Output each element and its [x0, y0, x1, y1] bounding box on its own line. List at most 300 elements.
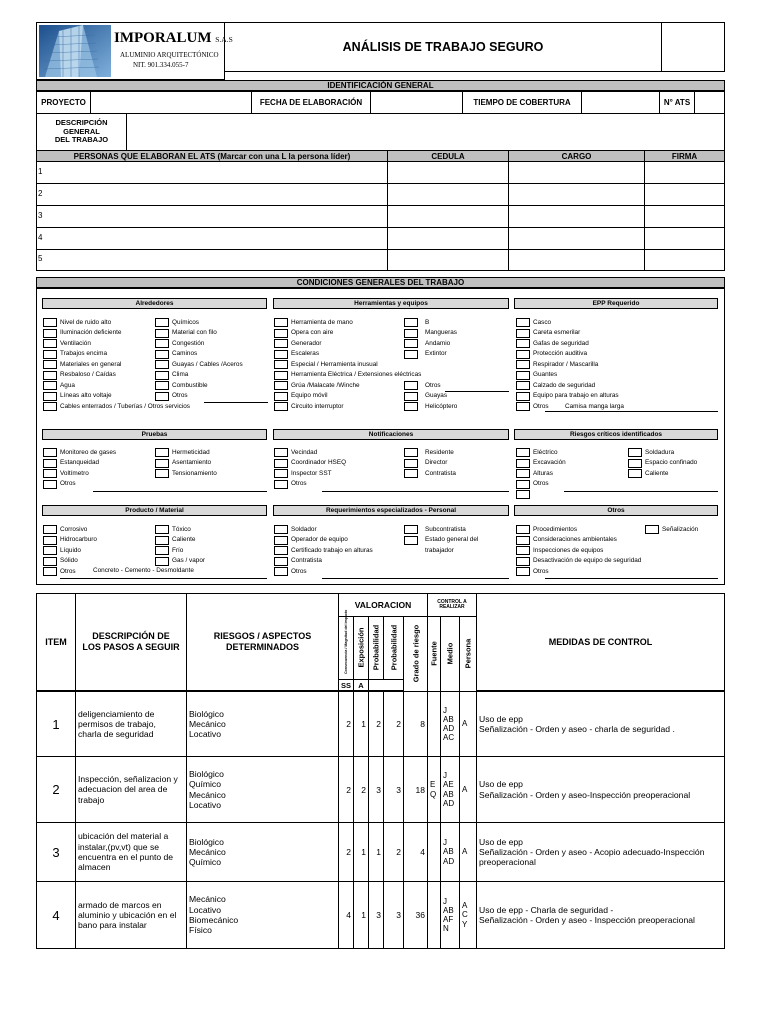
ss-header	[338, 679, 354, 691]
herramientas-checkbox[interactable]	[274, 350, 288, 359]
herramientas-option: Grúa /Malacate /Winche	[291, 381, 360, 389]
alrededores-option: Resbaloso / Caídas	[60, 371, 116, 378]
pruebas-checkbox[interactable]	[43, 448, 57, 457]
probabilidad-header	[368, 616, 384, 680]
alrededores-checkbox[interactable]	[155, 339, 169, 348]
riesgo-line: Biológico	[189, 768, 224, 779]
riesgo-line: Locativo	[189, 799, 222, 810]
medida-line: Señalización - Orden y aseo - Acopio adecuado-Inspección	[479, 846, 705, 857]
pruebas-checkbox[interactable]	[43, 469, 57, 478]
medio-value: AB	[443, 905, 454, 915]
herramientas-b-checkbox[interactable]	[404, 318, 418, 327]
alrededores-option: Guayas / Cables /Aceros	[172, 360, 243, 368]
riesgo-line: Mecánico	[189, 894, 226, 905]
riesgos-option: Eléctrico	[533, 448, 558, 456]
probabilidad-value: 3	[376, 910, 381, 920]
fuente-value-cell	[427, 881, 441, 949]
a-header-label: A	[358, 680, 364, 690]
personas-col-line	[508, 161, 509, 271]
requerimientos-checkbox[interactable]	[274, 546, 288, 555]
medida-line: Uso de epp	[479, 836, 523, 847]
riesgo-line: Físico	[189, 925, 212, 936]
epp-option: Casco	[533, 318, 552, 326]
consecuencia-value-cell	[338, 881, 354, 949]
riesgos-checkbox[interactable]	[516, 490, 530, 499]
alrededores-option: Cables enterrados / Tuberías / Otros servicios	[60, 402, 190, 410]
producto-checkbox[interactable]	[43, 557, 57, 566]
herramientas-checkbox[interactable]	[274, 339, 288, 348]
pruebas-option: Hermeticidad	[172, 448, 210, 456]
fill-line	[322, 578, 509, 579]
requerimientos-checkbox[interactable]	[274, 536, 288, 545]
riesgos-cell	[186, 881, 339, 949]
medio-value: AD	[443, 798, 455, 808]
consecuencia-value: 2	[346, 847, 351, 857]
descripcion-cell	[75, 881, 187, 949]
alrededores-checkbox[interactable]	[155, 350, 169, 359]
riesgo-line: Químico	[189, 857, 221, 868]
item-header-label: ITEM	[45, 637, 67, 647]
medio-value: AE	[443, 780, 454, 790]
otros-checkbox[interactable]	[516, 567, 530, 576]
descripcion-header	[75, 593, 187, 691]
descripcion-line: permisos de trabajo,	[78, 718, 156, 729]
building-logo-image	[39, 25, 111, 77]
herramientas-checkbox[interactable]	[274, 402, 288, 411]
otros-option: Otros	[533, 567, 549, 575]
notificaciones-checkbox[interactable]	[404, 459, 418, 468]
company-line1: ALUMINIO ARQUITECTÓNICO	[120, 51, 219, 59]
persona-row[interactable]	[36, 183, 725, 206]
requerimientos-checkbox[interactable]	[274, 567, 288, 576]
riesgo-line: Biomecánico	[189, 915, 239, 925]
probabilidad2-value-cell	[383, 881, 404, 949]
notificaciones-checkbox[interactable]	[274, 469, 288, 478]
epp-checkbox[interactable]	[516, 360, 530, 369]
alrededores-option: Combustible	[172, 381, 208, 389]
notificaciones-option: Otros	[291, 480, 307, 487]
descripcion-cell	[75, 822, 187, 882]
exposicion-value-cell	[353, 881, 369, 949]
grado-header-label: Grado de riesgo	[411, 624, 420, 683]
descripcion-field[interactable]	[127, 114, 724, 150]
notificaciones-option: Residente	[425, 448, 454, 456]
probabilidad2-value: 3	[396, 784, 401, 795]
consecuencia-value: 2	[346, 719, 351, 729]
consecuencia-value: 4	[346, 910, 351, 920]
alrededores-checkbox[interactable]	[43, 371, 57, 380]
epp-checkbox[interactable]	[516, 339, 530, 348]
herramientas-option: Herramienta Eléctrica / Extensiones eléctricas	[291, 371, 422, 378]
riesgos-option: Otros	[533, 480, 549, 487]
identificacion-title: IDENTIFICACIÓN GENERAL	[36, 80, 725, 91]
herramientas-checkbox[interactable]	[274, 360, 288, 369]
probabilidad2-value: 3	[396, 910, 401, 920]
riesgo-line: Biológico	[189, 836, 224, 847]
fecha-label: FECHA DE ELABORACIÓN	[251, 91, 371, 114]
persona-row[interactable]	[36, 227, 725, 250]
alrededores-option: Clima	[172, 371, 189, 378]
nats-field[interactable]	[694, 91, 725, 114]
producto-option: Otros	[60, 567, 76, 575]
notificaciones-checkbox[interactable]	[274, 448, 288, 457]
persona-number: 2	[38, 189, 43, 198]
medio-value: AB	[443, 714, 454, 724]
herramientas-option: Circuito interruptor	[291, 402, 344, 410]
consecuencia-header	[338, 609, 354, 680]
producto-checkbox[interactable]	[155, 536, 169, 545]
epp-checkbox[interactable]	[516, 381, 530, 390]
requerimientos-option: Otros	[291, 567, 307, 575]
notificaciones-checkbox[interactable]	[274, 459, 288, 468]
probabilidad2-header-label: Probabilidad	[389, 624, 398, 671]
fill-line	[204, 402, 268, 403]
pruebas-checkbox[interactable]	[43, 459, 57, 468]
alrededores-option: Nivel de ruido alto	[60, 318, 112, 326]
consecuencia-header-label: Consecuencia / Magnitud del impacto	[344, 609, 348, 674]
herramientas-option: Equipo móvil	[291, 392, 328, 399]
epp-header	[514, 298, 718, 309]
producto-checkbox[interactable]	[155, 525, 169, 534]
pruebas-option: Estanqueidad	[60, 459, 100, 466]
requerimientos-checkbox[interactable]	[404, 536, 418, 545]
pruebas-header-label: Pruebas	[141, 431, 168, 438]
riesgos-cell	[186, 756, 339, 823]
probabilidad-value: 3	[376, 784, 381, 795]
alrededores-option: Líneas alto voltaje	[60, 392, 112, 399]
riesgo-line: Biológico	[189, 708, 224, 719]
alrededores-checkbox[interactable]	[43, 360, 57, 369]
riesgos-checkbox[interactable]	[516, 459, 530, 468]
riesgos-checkbox[interactable]	[628, 459, 642, 468]
herramientas-option: Escaleras	[291, 350, 320, 357]
medio-value-cell	[440, 822, 460, 882]
item-cell	[36, 881, 76, 949]
alrededores-checkbox[interactable]	[155, 329, 169, 338]
epp-checkbox[interactable]	[516, 392, 530, 401]
exposicion-value: 1	[361, 847, 366, 857]
producto-checkbox[interactable]	[43, 546, 57, 555]
item-header	[36, 593, 76, 691]
epp-option: Protección auditiva	[533, 350, 587, 357]
epp-checkbox[interactable]	[516, 402, 530, 411]
riesgos-checkbox[interactable]	[516, 448, 530, 457]
herramientas-checkbox[interactable]	[404, 392, 418, 401]
grado-value: 4	[420, 847, 425, 857]
producto-option: Sólido	[60, 557, 78, 564]
alrededores-checkbox[interactable]	[43, 392, 57, 401]
item-number: 1	[52, 716, 60, 732]
descripcion-line: Inspección, señalizacion y	[78, 774, 178, 785]
alrededores-option: Congestión	[172, 339, 205, 347]
fuente-value: Q	[430, 789, 437, 799]
medio-value: J	[443, 771, 447, 781]
fuente-value: E	[430, 780, 436, 790]
alrededores-option: Material con filo	[172, 329, 217, 336]
medida-line: Señalización - Orden y aseo - Inspección preoperacional	[479, 915, 695, 925]
probabilidad-value: 1	[376, 847, 381, 857]
persona-number: 1	[38, 167, 43, 176]
otros-option: Inspecciones de equipos	[533, 546, 604, 554]
requerimientos-header-label: Requerimientos especializados - Personal	[325, 507, 457, 514]
medio-value: AF	[443, 915, 454, 924]
descripcion-cell	[75, 691, 187, 757]
tiempo-field[interactable]	[581, 91, 660, 114]
grado-value: 36	[415, 910, 425, 920]
alrededores-header-label: Alrededores	[135, 300, 174, 307]
probabilidad-value-cell	[368, 881, 384, 949]
herramientas-checkbox[interactable]	[404, 402, 418, 411]
alrededores-checkbox[interactable]	[155, 360, 169, 369]
company-name: IMPORALUM S.A.S	[114, 30, 233, 46]
personas-col-line	[644, 161, 645, 271]
notificaciones-checkbox[interactable]	[404, 448, 418, 457]
producto-option: Tóxico	[172, 525, 191, 533]
medida-line: Señalización - Orden y aseo - charla de seguridad .	[479, 724, 675, 734]
producto-option: Caliente	[172, 536, 196, 543]
probabilidad-header-label: Probabilidad	[371, 624, 381, 671]
notificaciones-header	[273, 429, 509, 440]
medio-value: AB	[443, 847, 454, 857]
fuente-header	[427, 616, 441, 692]
medida-line: Uso de epp - Charla de seguridad -	[479, 904, 614, 915]
persona-value-cell	[459, 691, 477, 757]
probabilidad-value-cell	[368, 756, 384, 823]
cargo-header: CARGO	[508, 150, 645, 162]
descripcion-line: bano para instalar	[78, 920, 147, 931]
fill-line	[322, 491, 509, 492]
otros-option: Consideraciones ambientales	[533, 536, 617, 543]
descripcion-line: armado de marcos en	[78, 899, 162, 910]
fill-line	[545, 578, 718, 579]
otros-checkbox[interactable]	[516, 525, 530, 534]
otros-option: Desactivación de equipo de seguridad	[533, 557, 642, 564]
otros-header	[514, 505, 718, 516]
producto-option: Líquido	[60, 546, 81, 554]
medio-value: N	[443, 924, 449, 934]
epp-checkbox[interactable]	[516, 350, 530, 359]
herramientas-option: Especial / Herramienta inusual	[291, 360, 378, 368]
requerimientos-option: Contratista	[291, 557, 322, 564]
fuente-value-cell	[427, 822, 441, 882]
riesgos-checkbox[interactable]	[628, 469, 642, 478]
riesgos-option: Alturas	[533, 469, 553, 477]
herramientas-checkbox[interactable]	[404, 381, 418, 390]
persona-value: Y	[462, 919, 468, 929]
medidas-header	[476, 593, 725, 691]
persona-header	[459, 616, 477, 692]
alrededores-checkbox[interactable]	[155, 392, 169, 401]
requerimientos-checkbox[interactable]	[274, 557, 288, 566]
pruebas-checkbox[interactable]	[155, 448, 169, 457]
alrededores-option: Agua	[60, 381, 75, 389]
notificaciones-option: Inspector SST	[291, 469, 332, 477]
persona-number: 3	[38, 211, 43, 220]
medio-header-label: Medio	[445, 642, 455, 665]
herramientas-checkbox[interactable]	[404, 339, 418, 348]
alrededores-option: Ventilación	[60, 339, 91, 347]
riesgos-checkbox[interactable]	[516, 480, 530, 489]
epp-checkbox[interactable]	[516, 329, 530, 338]
medio-value: AC	[443, 733, 455, 743]
alrededores-checkbox[interactable]	[155, 318, 169, 327]
alrededores-checkbox[interactable]	[155, 381, 169, 390]
notificaciones-option: Director	[425, 459, 448, 466]
pruebas-option: Monitoreo de gases	[60, 448, 117, 456]
alrededores-option: Químicos	[172, 318, 199, 326]
herramientas-checkbox[interactable]	[274, 318, 288, 327]
persona-row[interactable]	[36, 205, 725, 228]
descripcion-line: adecuacion del area de	[78, 784, 168, 795]
nats-label: N° ATS	[659, 91, 695, 114]
epp-otros-value: Camisa manga larga	[565, 403, 624, 410]
riesgos-checkbox[interactable]	[628, 448, 642, 457]
otros-checkbox[interactable]	[516, 536, 530, 545]
medida-line: Uso de epp	[479, 779, 523, 790]
item-cell	[36, 691, 76, 757]
proyecto-field[interactable]	[90, 91, 252, 114]
epp-option: Gafas de seguridad	[533, 339, 589, 347]
requerimientos-option: Subcontratista	[425, 525, 466, 533]
producto-option: Corrosivo	[60, 525, 88, 533]
medidas-header-label: MEDIDAS DE CONTROL	[548, 637, 653, 647]
producto-option: Frío	[172, 546, 184, 554]
epp-option: Equipo para trabajo en alturas	[533, 392, 619, 399]
herramientas-option: Helicóptero	[425, 402, 458, 410]
notificaciones-checkbox[interactable]	[274, 480, 288, 489]
herramientas-option: Mangueras	[425, 329, 457, 336]
exposicion-value-cell	[353, 822, 369, 882]
riesgo-line: Locativo	[189, 904, 222, 915]
fill-line	[445, 391, 509, 392]
medidas-cell	[476, 691, 725, 757]
probabilidad-value-cell	[368, 822, 384, 882]
epp-option: Respirador / Mascarilla	[533, 360, 599, 368]
riesgos-header-label: RIESGOS / ASPECTOS DETERMINADOS	[213, 631, 312, 652]
pruebas-option: Voltímetro	[60, 469, 89, 477]
cedula-header: CEDULA	[387, 150, 509, 162]
grado-value: 18	[415, 784, 425, 795]
herramientas-header	[273, 298, 509, 309]
pruebas-checkbox[interactable]	[43, 480, 57, 489]
herramientas-checkbox[interactable]	[274, 371, 288, 380]
alrededores-checkbox[interactable]	[43, 402, 57, 411]
persona-value-cell	[459, 822, 477, 882]
pruebas-option: Asentamiento	[172, 459, 212, 466]
otros-checkbox[interactable]	[516, 557, 530, 566]
notificaciones-checkbox[interactable]	[404, 469, 418, 478]
notificaciones-option: Coordinador HSEQ	[291, 459, 347, 466]
riesgos-header	[514, 429, 718, 440]
alrededores-checkbox[interactable]	[43, 350, 57, 359]
fill-line	[93, 491, 267, 492]
epp-header-label: EPP Requerido	[592, 300, 640, 307]
riesgos-option: Excavación	[533, 459, 566, 466]
tiempo-label: TIEMPO DE COBERTURA	[462, 91, 582, 114]
riesgos-option: Caliente	[645, 469, 669, 477]
pruebas-checkbox[interactable]	[155, 469, 169, 478]
persona-value: A	[462, 784, 468, 794]
proyecto-label: PROYECTO	[36, 91, 91, 114]
personas-header: PERSONAS QUE ELABORAN EL ATS (Marcar con una L la persona líder)	[36, 150, 388, 162]
grado-value: 8	[420, 719, 425, 729]
riesgos-checkbox[interactable]	[516, 469, 530, 478]
descripcion-line: almacen	[78, 862, 111, 873]
company-nit: NIT. 901.334.055-7	[133, 61, 189, 69]
probabilidad2-value: 2	[396, 847, 401, 857]
alrededores-checkbox[interactable]	[43, 381, 57, 390]
producto-checkbox[interactable]	[43, 536, 57, 545]
otros-option: Señalización	[662, 525, 699, 533]
producto-checkbox[interactable]	[43, 525, 57, 534]
descripcion-cell	[75, 756, 187, 823]
otros-checkbox[interactable]	[645, 525, 659, 534]
riesgo-line: Locativo	[189, 729, 222, 740]
medio-value: J	[443, 896, 447, 906]
herramientas-checkbox[interactable]	[274, 381, 288, 390]
exposicion-value: 1	[361, 719, 366, 729]
descripcion-line: deligenciamiento de	[78, 708, 155, 719]
fuente-header-label: Fuente	[429, 641, 439, 666]
riesgo-line: Químico	[189, 779, 221, 790]
grado-value-cell	[403, 691, 428, 757]
producto-checkbox[interactable]	[155, 557, 169, 566]
exposicion-value: 1	[361, 910, 366, 920]
herramientas-checkbox[interactable]	[404, 329, 418, 338]
medio-value-cell	[440, 756, 460, 823]
alrededores-checkbox[interactable]	[155, 371, 169, 380]
requerimientos-option: trabajador	[425, 547, 454, 554]
herramientas-checkbox[interactable]	[404, 350, 418, 359]
descripcion-header-label: DESCRIPCIÓN DE LOS PASOS A SEGUIR	[82, 631, 180, 652]
ss-header-label: SS	[340, 680, 351, 690]
alrededores-option: Trabajos encima	[60, 350, 108, 357]
producto-checkbox[interactable]	[155, 546, 169, 555]
persona-number: 5	[38, 254, 43, 263]
requerimientos-checkbox[interactable]	[274, 525, 288, 534]
epp-checkbox[interactable]	[516, 318, 530, 327]
otros-checkbox[interactable]	[516, 546, 530, 555]
persona-row[interactable]	[36, 161, 725, 184]
document-title: ANÁLISIS DE TRABAJO SEGURO	[224, 22, 662, 72]
persona-row[interactable]	[36, 249, 725, 271]
grado-value-cell	[403, 822, 428, 882]
riesgo-line: Mecánico	[189, 789, 226, 800]
herramientas-checkbox[interactable]	[274, 329, 288, 338]
otros-option: Procedimientos	[533, 525, 578, 533]
medio-value-cell	[440, 881, 460, 949]
personas-col-line	[387, 161, 388, 271]
fill-line	[545, 411, 718, 412]
exposicion-value-cell	[353, 691, 369, 757]
probabilidad-value-cell	[368, 691, 384, 757]
persona-value: C	[462, 910, 468, 920]
pruebas-checkbox[interactable]	[155, 459, 169, 468]
herramientas-option: Extintor	[425, 350, 447, 357]
probabilidad2-value-cell	[383, 691, 404, 757]
descripcion-line: instalar,(pv,vt) que se	[78, 841, 160, 852]
fecha-field[interactable]	[370, 91, 463, 114]
herramientas-checkbox[interactable]	[274, 392, 288, 401]
alrededores-checkbox[interactable]	[43, 318, 57, 327]
epp-checkbox[interactable]	[516, 371, 530, 380]
requerimientos-option: Certificado trabajo en alturas	[291, 546, 373, 554]
alrededores-checkbox[interactable]	[43, 329, 57, 338]
alrededores-checkbox[interactable]	[43, 339, 57, 348]
exposicion-header-label: Exposición	[356, 627, 366, 668]
producto-checkbox[interactable]	[43, 567, 57, 576]
requerimientos-checkbox[interactable]	[404, 525, 418, 534]
